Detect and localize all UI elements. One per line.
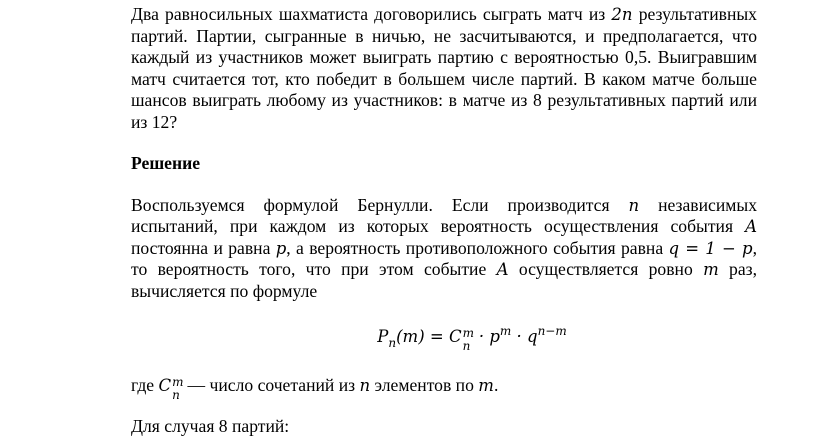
where-C-sub: n bbox=[172, 387, 180, 402]
where-C-indices bbox=[171, 374, 184, 402]
formula-C-indices bbox=[462, 326, 474, 353]
where-m: m bbox=[478, 375, 494, 395]
where-C-sup: m bbox=[172, 374, 184, 389]
where-n: n bbox=[359, 375, 371, 395]
formula-C-sup: m bbox=[462, 326, 474, 340]
math-m: m bbox=[703, 260, 719, 279]
formula-P-sub: n bbox=[388, 336, 397, 350]
bernoulli-text-7: раз, вычисляется по формуле bbox=[131, 259, 757, 301]
where-text-3: элементов по bbox=[370, 374, 479, 395]
where-text-1: где bbox=[131, 374, 159, 395]
formula-p-sup: m bbox=[499, 324, 512, 338]
where-text-2: — число сочетаний из bbox=[183, 374, 360, 395]
formula-mid: (m) = C bbox=[396, 327, 462, 346]
formula-P: P bbox=[377, 327, 389, 346]
solution-heading: Решение bbox=[131, 153, 201, 173]
math-A: A bbox=[745, 217, 757, 236]
problem-statement bbox=[131, 4, 757, 133]
formula-C-sub: n bbox=[462, 339, 471, 353]
math-p: p bbox=[275, 238, 287, 258]
where-line bbox=[131, 374, 757, 402]
case-8-games: Для случая 8 партий: bbox=[131, 416, 290, 436]
bernoulli-text-6: осуществляется ровно bbox=[508, 259, 704, 279]
formula-q-sup: n−m bbox=[537, 324, 567, 338]
bernoulli-text-3: постоянна и равна bbox=[131, 237, 276, 258]
formula-dot-p: · p bbox=[473, 327, 500, 346]
bernoulli-text-1: Воспользуемся формулой Бернулли. Если производится bbox=[131, 194, 629, 215]
where-period: . bbox=[493, 374, 499, 395]
math-A-2: A bbox=[496, 260, 509, 279]
bernoulli-text-4: , а вероятность противоположного события равна bbox=[286, 237, 669, 258]
math-q-equals: q = 1 − p bbox=[668, 238, 753, 258]
math-2n: 2n bbox=[611, 5, 633, 24]
bernoulli-formula bbox=[131, 321, 757, 355]
math-n: n bbox=[628, 195, 640, 215]
bernoulli-text-2: независимых испытаний, при каждом из которых вероятность осуществления события bbox=[131, 194, 758, 236]
problem-text-2: результативных партий. Партии, сыгранные в ничью, не засчитываются, и предполагается, что каждый из участников может выиграть партию с вероятностью 0,5. Выигравшим матч считается тот, кто победит в большем числе партий. В каком матче больше шансов выиграть любому из участников: в матче из 8 результативных партий или из 12? bbox=[131, 4, 757, 132]
formula-dot-q: · q bbox=[511, 327, 538, 346]
bernoulli-paragraph bbox=[131, 195, 757, 303]
problem-text-1: Два равносильных шахматиста договорились сыграть матч из bbox=[131, 4, 612, 24]
bernoulli-text-5: , то вероятность того, что при этом событие bbox=[131, 237, 757, 279]
where-C: C bbox=[158, 375, 172, 395]
document-page bbox=[131, 4, 757, 438]
